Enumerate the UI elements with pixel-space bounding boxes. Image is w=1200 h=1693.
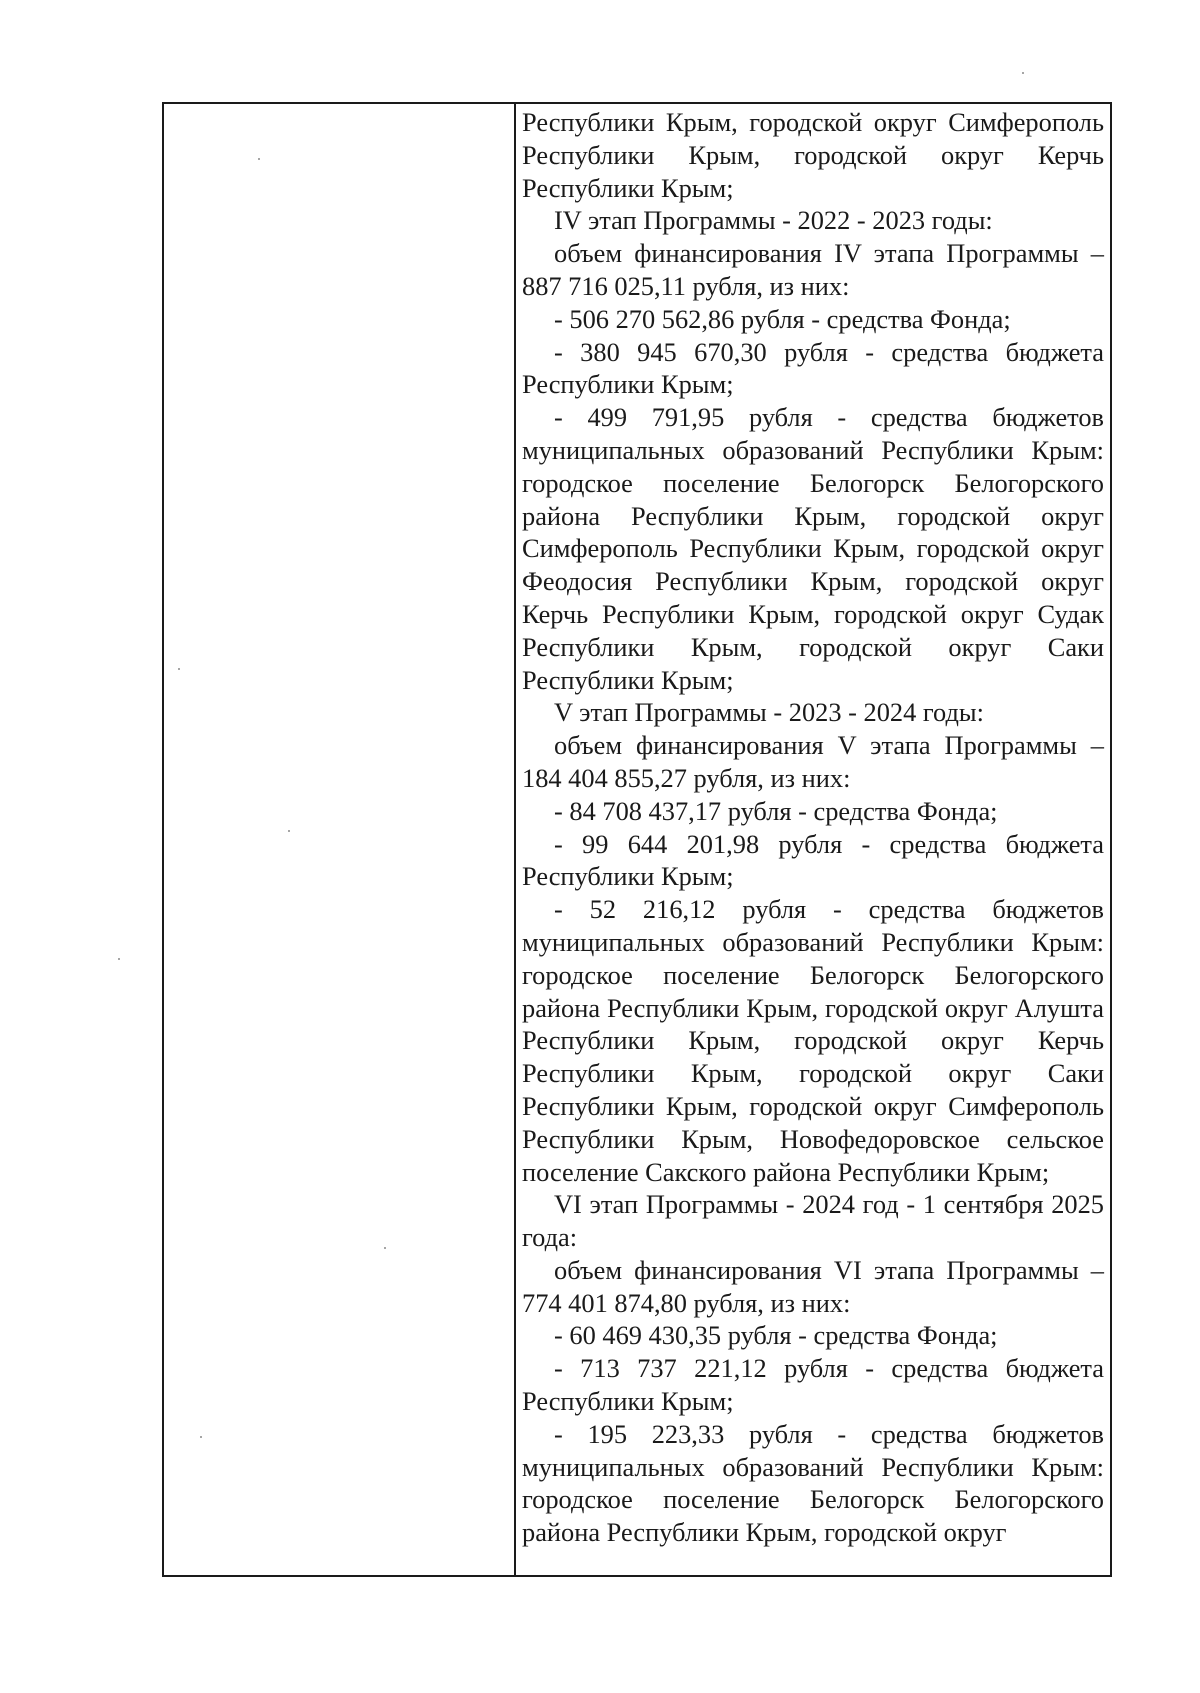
paragraph: - 84 708 437,17 рубля - средства Фонда;	[554, 795, 998, 826]
paragraph: объем финансирования V этапа Программы – 184 404 855,27 рубля, из них:	[522, 730, 1104, 793]
paragraph: - 195 223,33 рубля - средства бюджетов муниципальных образований Республики Крым: городское поселение Белогорск Белогорского района Республики Крым, городской округ	[522, 1418, 1104, 1548]
paragraph: Республики Крым, городской округ Симферополь Республики Крым, городской округ Керчь Республики Крым;	[522, 107, 1104, 203]
paragraph: V этап Программы - 2023 - 2024 годы:	[554, 697, 984, 728]
scan-speck	[384, 1247, 386, 1249]
paragraph: - 713 737 221,12 рубля - средства бюджета Республики Крым;	[522, 1353, 1104, 1417]
paragraph: объем финансирования VI этапа Программы – 774 401 874,80 рубля, из них:	[522, 1254, 1104, 1318]
paragraph: IV этап Программы - 2022 - 2023 годы:	[554, 205, 993, 236]
scan-speck	[288, 830, 290, 832]
document-table	[162, 102, 1112, 1577]
scan-speck	[1022, 72, 1024, 74]
paragraph: VI этап Программы - 2024 год - 1 сентября 2025 года:	[522, 1189, 1104, 1253]
scan-speck	[258, 158, 260, 160]
scan-speck	[118, 958, 120, 960]
paragraph: объем финансирования IV этапа Программы – 887 716 025,11 рубля, из них:	[522, 238, 1104, 301]
scan-speck	[178, 668, 180, 670]
paragraph: - 52 216,12 рубля - средства бюджетов муниципальных образований Республики Крым: городское поселение Белогорск Белогорского района Республики Крым, городской округ Алушта Республики Крым, городской округ Керчь Республики Крым, городской округ Саки Республики Крым, городской округ Симферополь Республики Крым, Новофедоровское сельское поселение Сакского района Республики Крым;	[522, 894, 1104, 1187]
scan-speck	[200, 1436, 202, 1438]
paragraph: - 506 270 562,86 рубля - средства Фонда;	[554, 303, 1011, 334]
paragraph: - 380 945 670,30 рубля - средства бюджета Республики Крым;	[522, 336, 1104, 400]
table-left-cell	[164, 104, 516, 1575]
paragraph: - 99 644 201,98 рубля - средства бюджета Республики Крым;	[522, 828, 1104, 892]
paragraph: - 499 791,95 рубля - средства бюджетов муниципальных образований Республики Крым: городское поселение Белогорск Белогорского района Республики Крым, городской округ Симферополь Республики Крым, городской округ Феодосия Республики Крым, городской округ Керчь Республики Крым, городской округ Судак Республики Крым, городской округ Саки Республики Крым;	[522, 402, 1104, 695]
table-right-cell	[516, 104, 1110, 1575]
paragraph: - 60 469 430,35 рубля - средства Фонда;	[554, 1320, 998, 1351]
